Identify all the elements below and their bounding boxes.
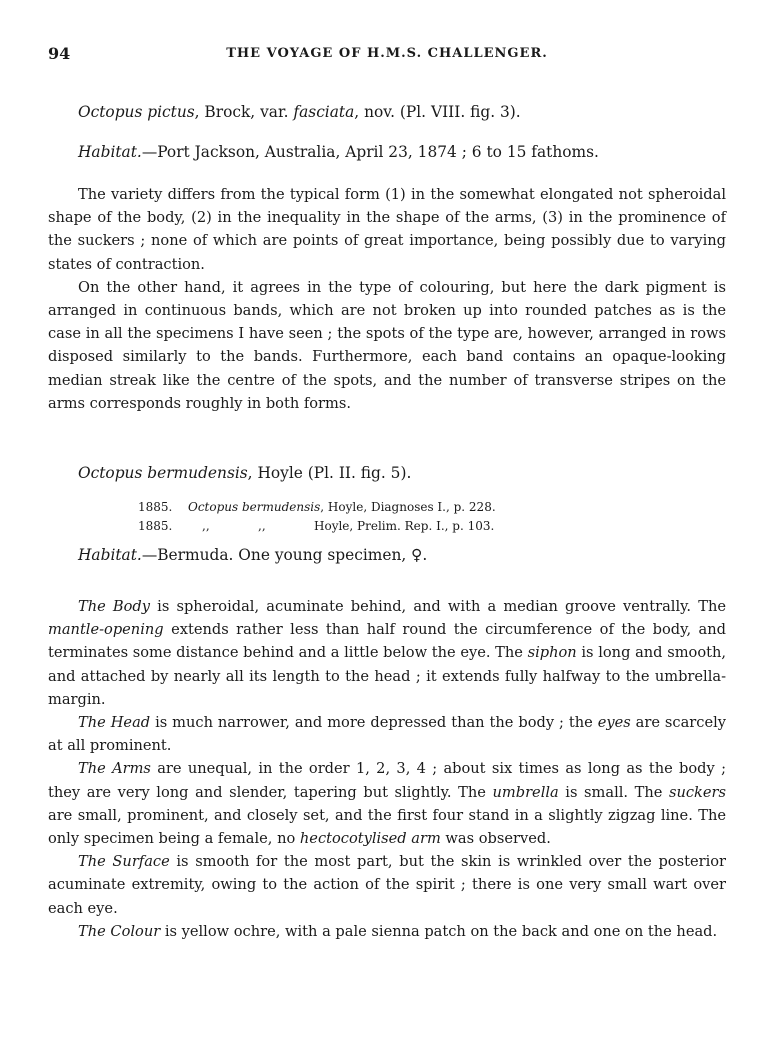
synonymy-list (138, 498, 496, 536)
paragraph: On the other hand, it agrees in the type of colouring, but here the dark pigment is arranged in continuous bands, which are not broken up into rounded patches as is the case in all the specimens I have seen ; the spots of the type are, however, arranged in rows disposed similarly to the bands. Furthermore, each band contains an opaque-looking median streak like the centre of the spots, and the number of transverse stripes on the arms corresponds roughly in both forms. (48, 278, 726, 412)
text-run: is small. The (558, 783, 669, 801)
text-run: was observed. (440, 830, 551, 848)
term: hectocotylised arm (299, 830, 441, 848)
text-run: is spheroidal, acuminate behind, and with a median groove ventrally. The (150, 598, 726, 615)
species-name: Octopus pictus (78, 103, 195, 121)
habitat-line-bermudensis (78, 546, 427, 564)
text-run: are scarcely at all prominent. (48, 714, 726, 755)
text-run: are unequal, in the order 1, 2, 3, 4 ; about six times as long as the body ; they are very long and slender, tapering but slightly. The (48, 760, 726, 801)
species-ref: , Hoyle (Pl. II. fig. 5). (247, 464, 412, 482)
head-paragraph (48, 711, 726, 757)
page-header (48, 44, 726, 66)
text-run: is much narrower, and more depressed than the body ; the (150, 714, 598, 732)
page-number: 94 (48, 44, 71, 63)
habitat-text: —Port Jackson, Australia, April 23, 1874 ; 6 to 15 fathoms. (141, 143, 599, 161)
section-lead: The Body (78, 598, 151, 615)
section-lead: The Head (78, 714, 151, 732)
synonymy-ref: Hoyle, Prelim. Rep. I., p. 103. (314, 519, 495, 533)
habitat-label: Habitat. (78, 546, 142, 564)
habitat-label: Habitat. (78, 143, 142, 161)
synonymy-year: 1885. (138, 500, 173, 514)
species-variety: fasciata (293, 103, 355, 121)
text-run: is smooth for the most part, but the skin is wrinkled over the posterior acuminate extremity, owing to the action of the spirit ; there is one very small wart over each eye. (48, 853, 726, 917)
paragraph: The variety differs from the typical form (1) in the somewhat elongated not spheroidal shape of the body, (2) in the inequality in the shape of the arms, (3) in the prominence of the suckers ; none of which are points of great importance, being possibly due to varying states of contraction. (48, 186, 726, 273)
pictus-description (48, 183, 726, 415)
ditto-mark: ,, (202, 519, 210, 533)
synonymy-entry (138, 517, 496, 536)
text-run: extends rather less than half round the circumference of the body, and terminates some distance behind and a little below the eye. The (48, 621, 726, 662)
term: eyes (597, 714, 631, 732)
synonymy-entry (138, 498, 496, 517)
habitat-text: —Bermuda. One young specimen, ♀. (141, 546, 428, 564)
bermudensis-description (48, 595, 726, 943)
term: suckers (668, 783, 726, 801)
surface-paragraph (48, 850, 726, 920)
colour-paragraph (48, 920, 726, 943)
body-paragraph (48, 595, 726, 711)
ditto-mark: ,, (258, 519, 266, 533)
text-run: are small, prominent, and closely set, and the first four stand in a slightly zigzag line. The only specimen being a female, no (48, 806, 726, 848)
arms-paragraph (48, 757, 726, 850)
species-authority: , Brock, var. (194, 103, 294, 121)
text-run: is long and smooth, and attached by nearly all its length to the head ; it extends fully halfway to the umbrella-margin. (48, 644, 727, 708)
section-lead: The Colour (78, 922, 161, 940)
text-run: is yellow ochre, with a pale sienna patch on the back and one on the head. (160, 922, 718, 940)
species-ref: , nov. (Pl. VIII. fig. 3). (354, 103, 521, 121)
section-lead: The Surface (78, 853, 170, 871)
species-name: Octopus bermudensis (78, 464, 248, 482)
term: mantle-opening (48, 621, 164, 639)
habitat-line-pictus (78, 143, 599, 161)
species-heading-pictus (78, 103, 521, 121)
synonymy-ref: , Hoyle, Diagnoses I., p. 228. (320, 500, 496, 514)
section-lead: The Arms (78, 760, 151, 778)
species-heading-bermudensis (78, 464, 411, 482)
term: umbrella (492, 783, 559, 801)
synonymy-year: 1885. (138, 519, 173, 533)
term: siphon (527, 644, 577, 662)
running-title: THE VOYAGE OF H.M.S. CHALLENGER. (226, 46, 548, 61)
synonymy-name: Octopus bermudensis (188, 500, 321, 514)
